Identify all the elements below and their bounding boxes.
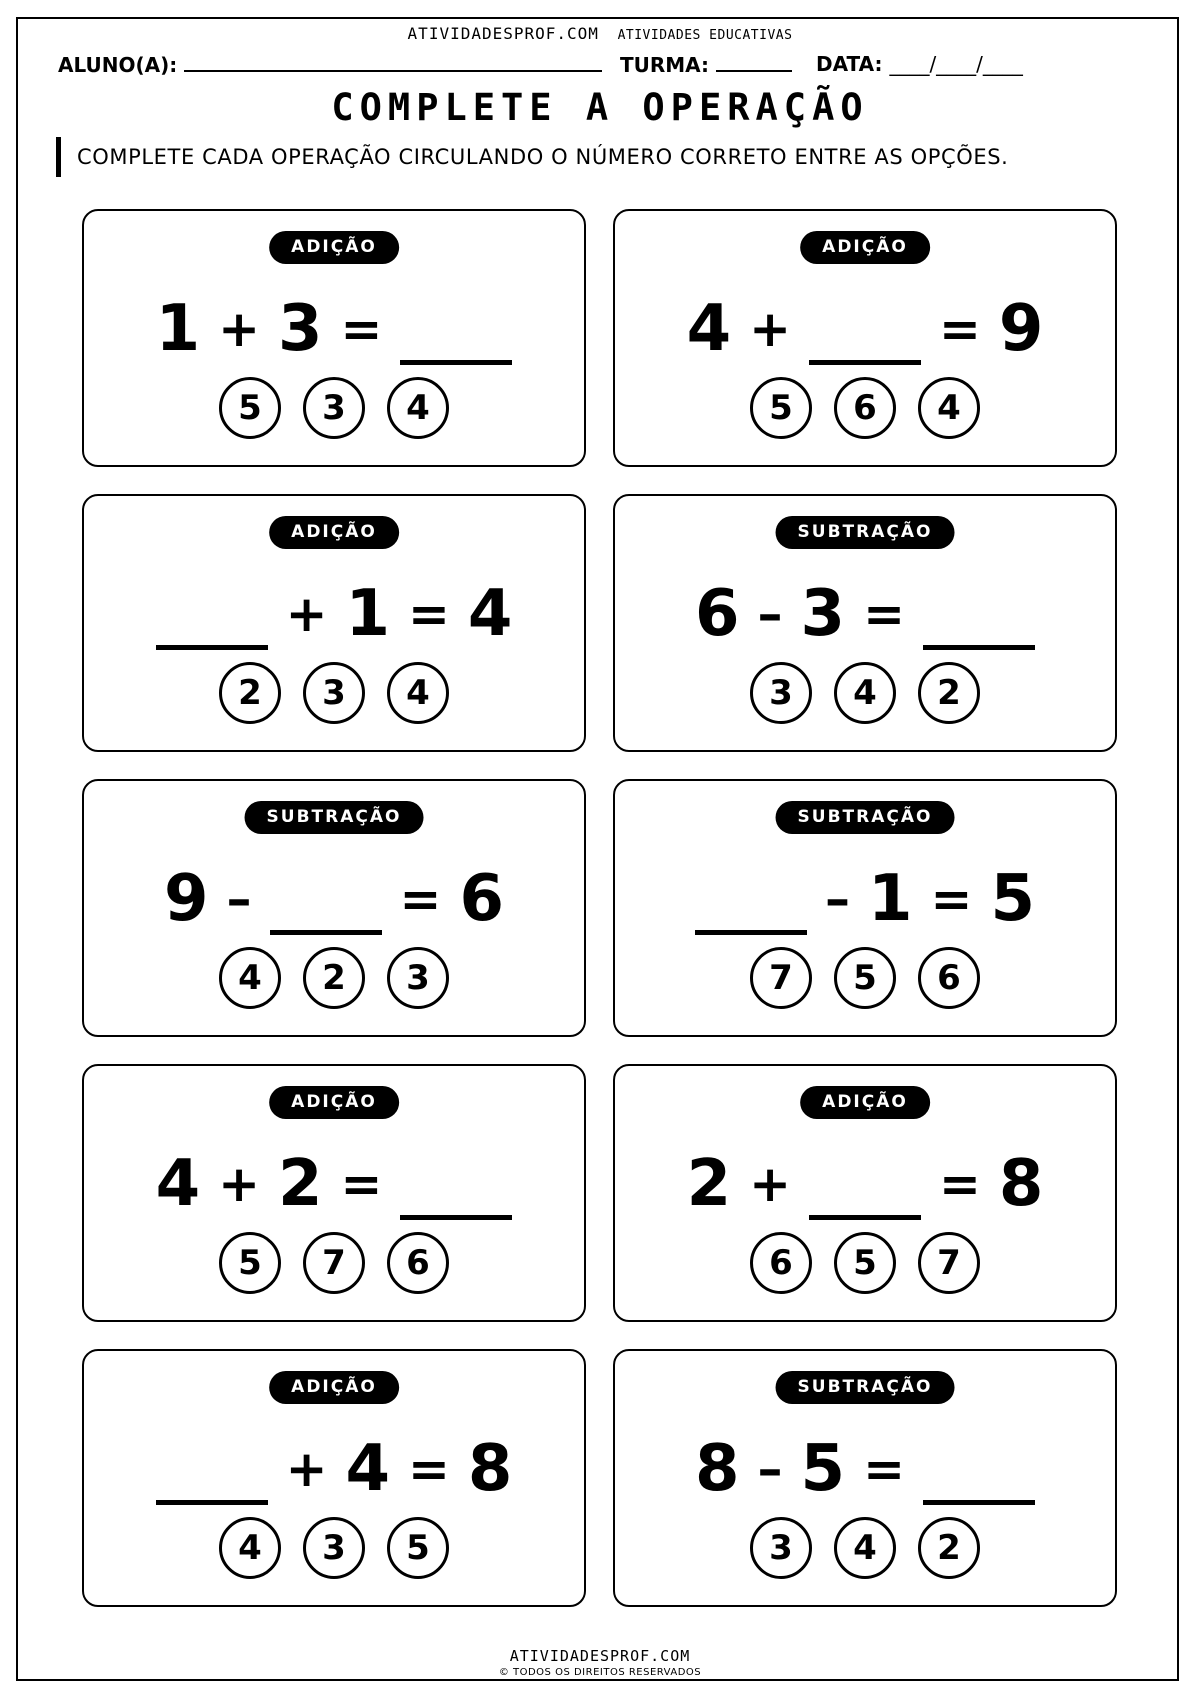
operation-type-badge: ADIÇÃO (800, 231, 930, 264)
operand-b: 1 (345, 577, 390, 651)
option-circle[interactable]: 5 (219, 377, 281, 439)
option-circle[interactable]: 4 (219, 947, 281, 1009)
equation (615, 574, 1115, 654)
operand-a: 4 (155, 1147, 201, 1221)
option-circle[interactable]: 2 (918, 1517, 980, 1579)
answer-options (84, 1517, 584, 1579)
answer-options (615, 662, 1115, 724)
student-name-blank[interactable] (184, 52, 602, 72)
equation (84, 859, 584, 939)
equation (84, 1429, 584, 1509)
option-circle[interactable]: 4 (387, 377, 449, 439)
option-circle[interactable]: 6 (750, 1232, 812, 1294)
result-value: 6 (459, 862, 504, 936)
option-circle[interactable]: 6 (834, 377, 896, 439)
operation-type-badge: ADIÇÃO (269, 231, 399, 264)
exercise-card (613, 209, 1117, 467)
option-circle[interactable]: 5 (750, 377, 812, 439)
equals-sign: = (399, 870, 442, 928)
footer-copyright: © TODOS OS DIREITOS RESERVADOS (498, 1667, 702, 1678)
equation (615, 289, 1115, 369)
student-field (58, 52, 602, 77)
option-circle[interactable]: 3 (303, 377, 365, 439)
answer-options (84, 1232, 584, 1294)
operand-a: 1 (155, 292, 201, 366)
student-info-line (58, 52, 1148, 80)
option-circle[interactable]: 5 (834, 1232, 896, 1294)
exercise-card (82, 1064, 586, 1322)
instruction-bar (56, 137, 61, 177)
option-circle[interactable]: 5 (834, 947, 896, 1009)
equation (615, 859, 1115, 939)
operator-sign: – (757, 1440, 783, 1498)
operation-type-badge: ADIÇÃO (269, 516, 399, 549)
operand-b: 5 (800, 1432, 846, 1506)
answer-options (84, 947, 584, 1009)
equals-sign: = (939, 1155, 981, 1213)
option-circle[interactable]: 5 (387, 1517, 449, 1579)
answer-blank[interactable] (270, 930, 382, 935)
date-label: DATA: (816, 52, 883, 76)
equals-sign: = (939, 300, 981, 358)
answer-options (84, 377, 584, 439)
operand-a: 8 (695, 1432, 740, 1506)
site-header (0, 24, 1200, 43)
operator-sign: + (218, 1155, 260, 1213)
option-circle[interactable]: 3 (750, 662, 812, 724)
result-value: 5 (990, 862, 1035, 936)
result-value: 8 (467, 1432, 513, 1506)
equation (84, 1144, 584, 1224)
operand-b: 3 (278, 292, 323, 366)
option-circle[interactable]: 4 (834, 1517, 896, 1579)
option-circle[interactable]: 3 (303, 662, 365, 724)
equals-sign: = (930, 870, 973, 928)
operand-b: 2 (278, 1147, 323, 1221)
answer-options (84, 662, 584, 724)
footer (0, 1647, 1200, 1678)
option-circle[interactable]: 3 (303, 1517, 365, 1579)
exercise-card (82, 779, 586, 1037)
operator-sign: + (749, 300, 791, 358)
operand-b: 4 (345, 1432, 390, 1506)
operation-type-badge: SUBTRAÇÃO (776, 1371, 955, 1404)
operation-type-badge: ADIÇÃO (269, 1086, 399, 1119)
option-circle[interactable]: 4 (834, 662, 896, 724)
operator-sign: – (825, 870, 851, 928)
option-circle[interactable]: 7 (750, 947, 812, 1009)
option-circle[interactable]: 6 (918, 947, 980, 1009)
operator-sign: – (757, 585, 783, 643)
exercise-card (613, 1064, 1117, 1322)
equation (615, 1144, 1115, 1224)
footer-site: ATIVIDADESPROF.COM (509, 1647, 691, 1665)
option-circle[interactable]: 5 (219, 1232, 281, 1294)
operator-sign: + (218, 300, 260, 358)
answer-options (615, 947, 1115, 1009)
answer-blank[interactable] (809, 360, 921, 365)
option-circle[interactable]: 4 (918, 377, 980, 439)
option-circle[interactable]: 4 (219, 1517, 281, 1579)
answer-blank[interactable] (923, 645, 1035, 650)
option-circle[interactable]: 7 (303, 1232, 365, 1294)
site-subtitle: ATIVIDADES EDUCATIVAS (617, 28, 793, 43)
student-label: ALUNO(A): (58, 53, 178, 77)
option-circle[interactable]: 3 (750, 1517, 812, 1579)
answer-blank[interactable] (695, 930, 807, 935)
exercise-card (613, 1349, 1117, 1607)
answer-blank[interactable] (156, 645, 268, 650)
exercise-card (613, 779, 1117, 1037)
option-circle[interactable]: 4 (387, 662, 449, 724)
class-label: TURMA: (620, 53, 710, 77)
operator-sign: + (749, 1155, 791, 1213)
equation (84, 574, 584, 654)
class-blank[interactable] (716, 52, 792, 72)
operation-type-badge: SUBTRAÇÃO (776, 516, 955, 549)
exercise-card (82, 209, 586, 467)
page-title: COMPLETE A OPERAÇÃO (331, 86, 869, 129)
answer-blank[interactable] (400, 1215, 512, 1220)
operation-type-badge: SUBTRAÇÃO (245, 801, 424, 834)
result-value: 4 (467, 577, 513, 651)
equals-sign: = (340, 300, 383, 358)
result-value: 9 (998, 292, 1044, 366)
operand-b: 1 (868, 862, 913, 936)
equals-sign: = (408, 1440, 450, 1498)
equation (615, 1429, 1115, 1509)
exercise-card (613, 494, 1117, 752)
operator-sign: – (226, 870, 252, 928)
equals-sign: = (863, 585, 905, 643)
instruction-text: COMPLETE CADA OPERAÇÃO CIRCULANDO O NÚMERO CORRETO ENTRE AS OPÇÕES. (77, 145, 1009, 169)
date-blank[interactable]: ____/____/____ (889, 52, 1023, 76)
answer-blank[interactable] (923, 1500, 1035, 1505)
operand-a: 6 (695, 577, 740, 651)
exercise-card (82, 1349, 586, 1607)
option-circle[interactable]: 2 (219, 662, 281, 724)
site-name: ATIVIDADESPROF.COM (407, 24, 599, 43)
equals-sign: = (863, 1440, 905, 1498)
result-value: 8 (998, 1147, 1044, 1221)
operation-type-badge: SUBTRAÇÃO (776, 801, 955, 834)
class-field (620, 52, 792, 77)
answer-options (615, 1517, 1115, 1579)
answer-options (615, 1232, 1115, 1294)
operation-type-badge: ADIÇÃO (269, 1371, 399, 1404)
operator-sign: + (285, 585, 328, 643)
option-circle[interactable]: 2 (303, 947, 365, 1009)
exercise-card (82, 494, 586, 752)
answer-blank[interactable] (809, 1215, 921, 1220)
operand-a: 9 (164, 862, 209, 936)
equals-sign: = (340, 1155, 383, 1213)
option-circle[interactable]: 6 (387, 1232, 449, 1294)
answer-blank[interactable] (400, 360, 512, 365)
answer-options (615, 377, 1115, 439)
option-circle[interactable]: 2 (918, 662, 980, 724)
date-field (816, 52, 1023, 76)
answer-blank[interactable] (156, 1500, 268, 1505)
operator-sign: + (285, 1440, 328, 1498)
option-circle[interactable]: 7 (918, 1232, 980, 1294)
operand-a: 2 (686, 1147, 732, 1221)
equals-sign: = (408, 585, 450, 643)
operand-a: 4 (686, 292, 732, 366)
operation-type-badge: ADIÇÃO (800, 1086, 930, 1119)
option-circle[interactable]: 3 (387, 947, 449, 1009)
equation (84, 289, 584, 369)
operand-b: 3 (800, 577, 846, 651)
